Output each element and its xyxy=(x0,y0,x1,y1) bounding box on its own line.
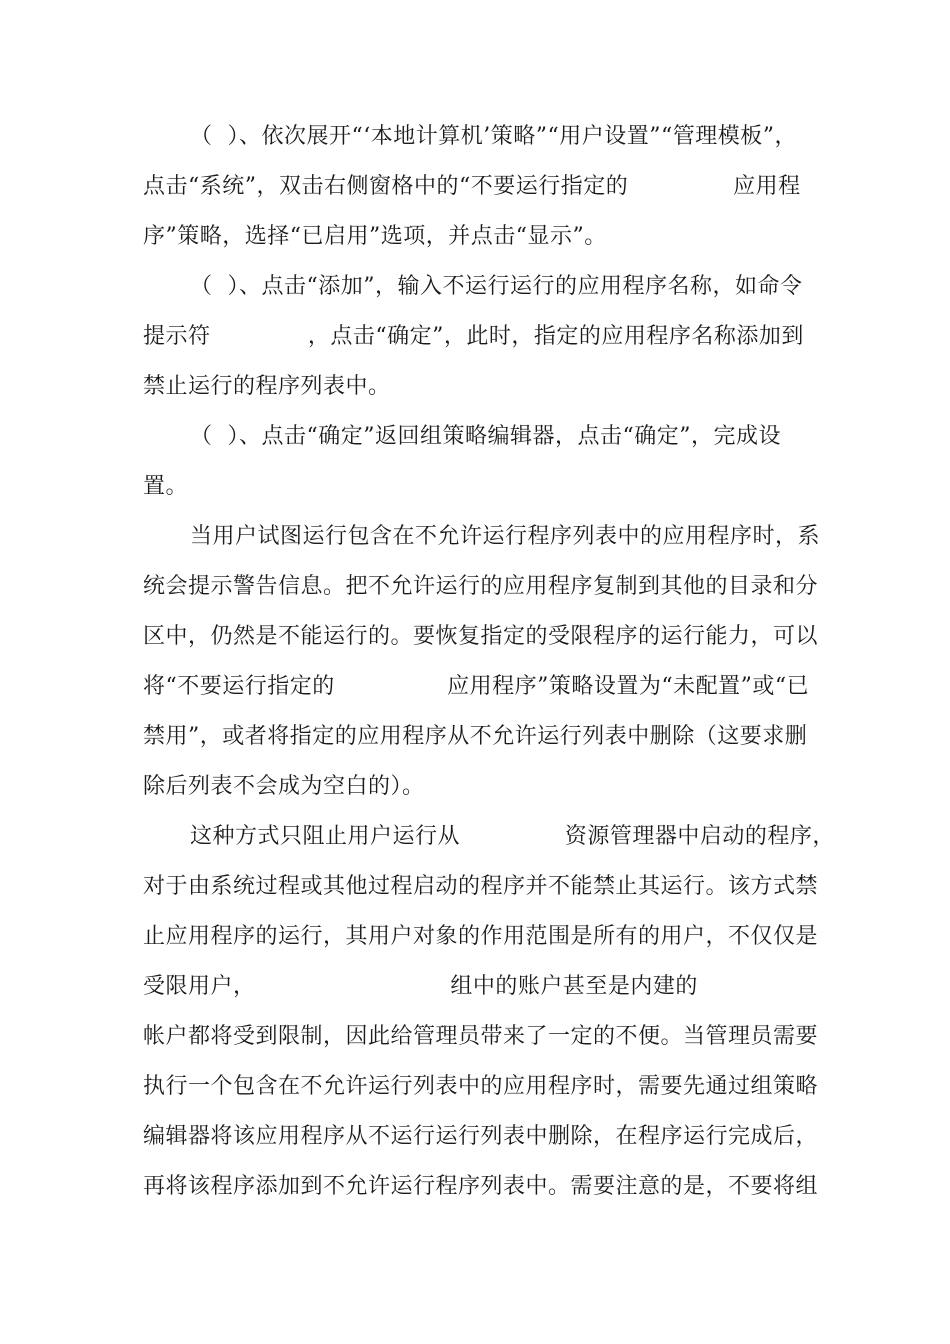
text-line: 置。 xyxy=(143,474,189,499)
text-line: 对于由系统过程或其他过程启动的程序并不能禁止其运行。该方式禁 xyxy=(143,874,819,899)
text-line: （ ）、依次展开“‘本地计算机’策略”“用户设置”“管理模板”， xyxy=(190,124,797,149)
text-line: 禁止运行的程序列表中。 xyxy=(143,374,391,399)
text-line: 帐户都将受到限制，因此给管理员带来了一定的不便。当管理员需要 xyxy=(143,1024,819,1049)
text-line: 提示符 ，点击“确定”，此时，指定的应用程序名称添加到 xyxy=(143,324,804,349)
text-line: 当用户试图运行包含在不允许运行程序列表中的应用程序时，系 xyxy=(190,524,821,549)
text-line: 再将该程序添加到不允许运行程序列表中。需要注意的是，不要将组 xyxy=(143,1174,819,1199)
text-line: 序”策略，选择“已启用”选项，并点击“显示”。 xyxy=(143,224,607,249)
text-line: （ ）、点击“添加”，输入不运行运行的应用程序名称，如命令 xyxy=(190,274,803,299)
text-line: 受限用户， 组中的账户甚至是内建的 xyxy=(143,974,698,999)
text-line: 止应用程序的运行，其用户对象的作用范围是所有的用户，不仅仅是 xyxy=(143,924,819,949)
text-line: 禁用”，或者将指定的应用程序从不允许运行列表中删除（这要求删 xyxy=(143,724,808,749)
text-line: 除后列表不会成为空白的）。 xyxy=(143,774,425,799)
text-line: 统会提示警告信息。把不允许运行的应用程序复制到其他的目录和分 xyxy=(143,574,819,599)
text-line: 这种方式只阻止用户运行从 资源管理器中启动的程序， xyxy=(190,824,835,849)
text-line: 点击“系统”，双击右侧窗格中的“不要运行指定的 应用程 xyxy=(143,174,801,199)
text-line: 编辑器将该应用程序从不运行运行列表中删除，在程序运行完成后， xyxy=(143,1124,819,1149)
text-line: 区中，仍然是不能运行的。要恢复指定的受限程序的运行能力，可以 xyxy=(143,624,819,649)
text-line: 执行一个包含在不允许运行列表中的应用程序时，需要先通过组策略 xyxy=(143,1074,819,1099)
text-line: （ ）、点击“确定”返回组策略编辑器，点击“确定”，完成设 xyxy=(190,424,781,449)
text-line: 将“不要运行指定的 应用程序”策略设置为“未配置”或“已 xyxy=(143,674,810,699)
